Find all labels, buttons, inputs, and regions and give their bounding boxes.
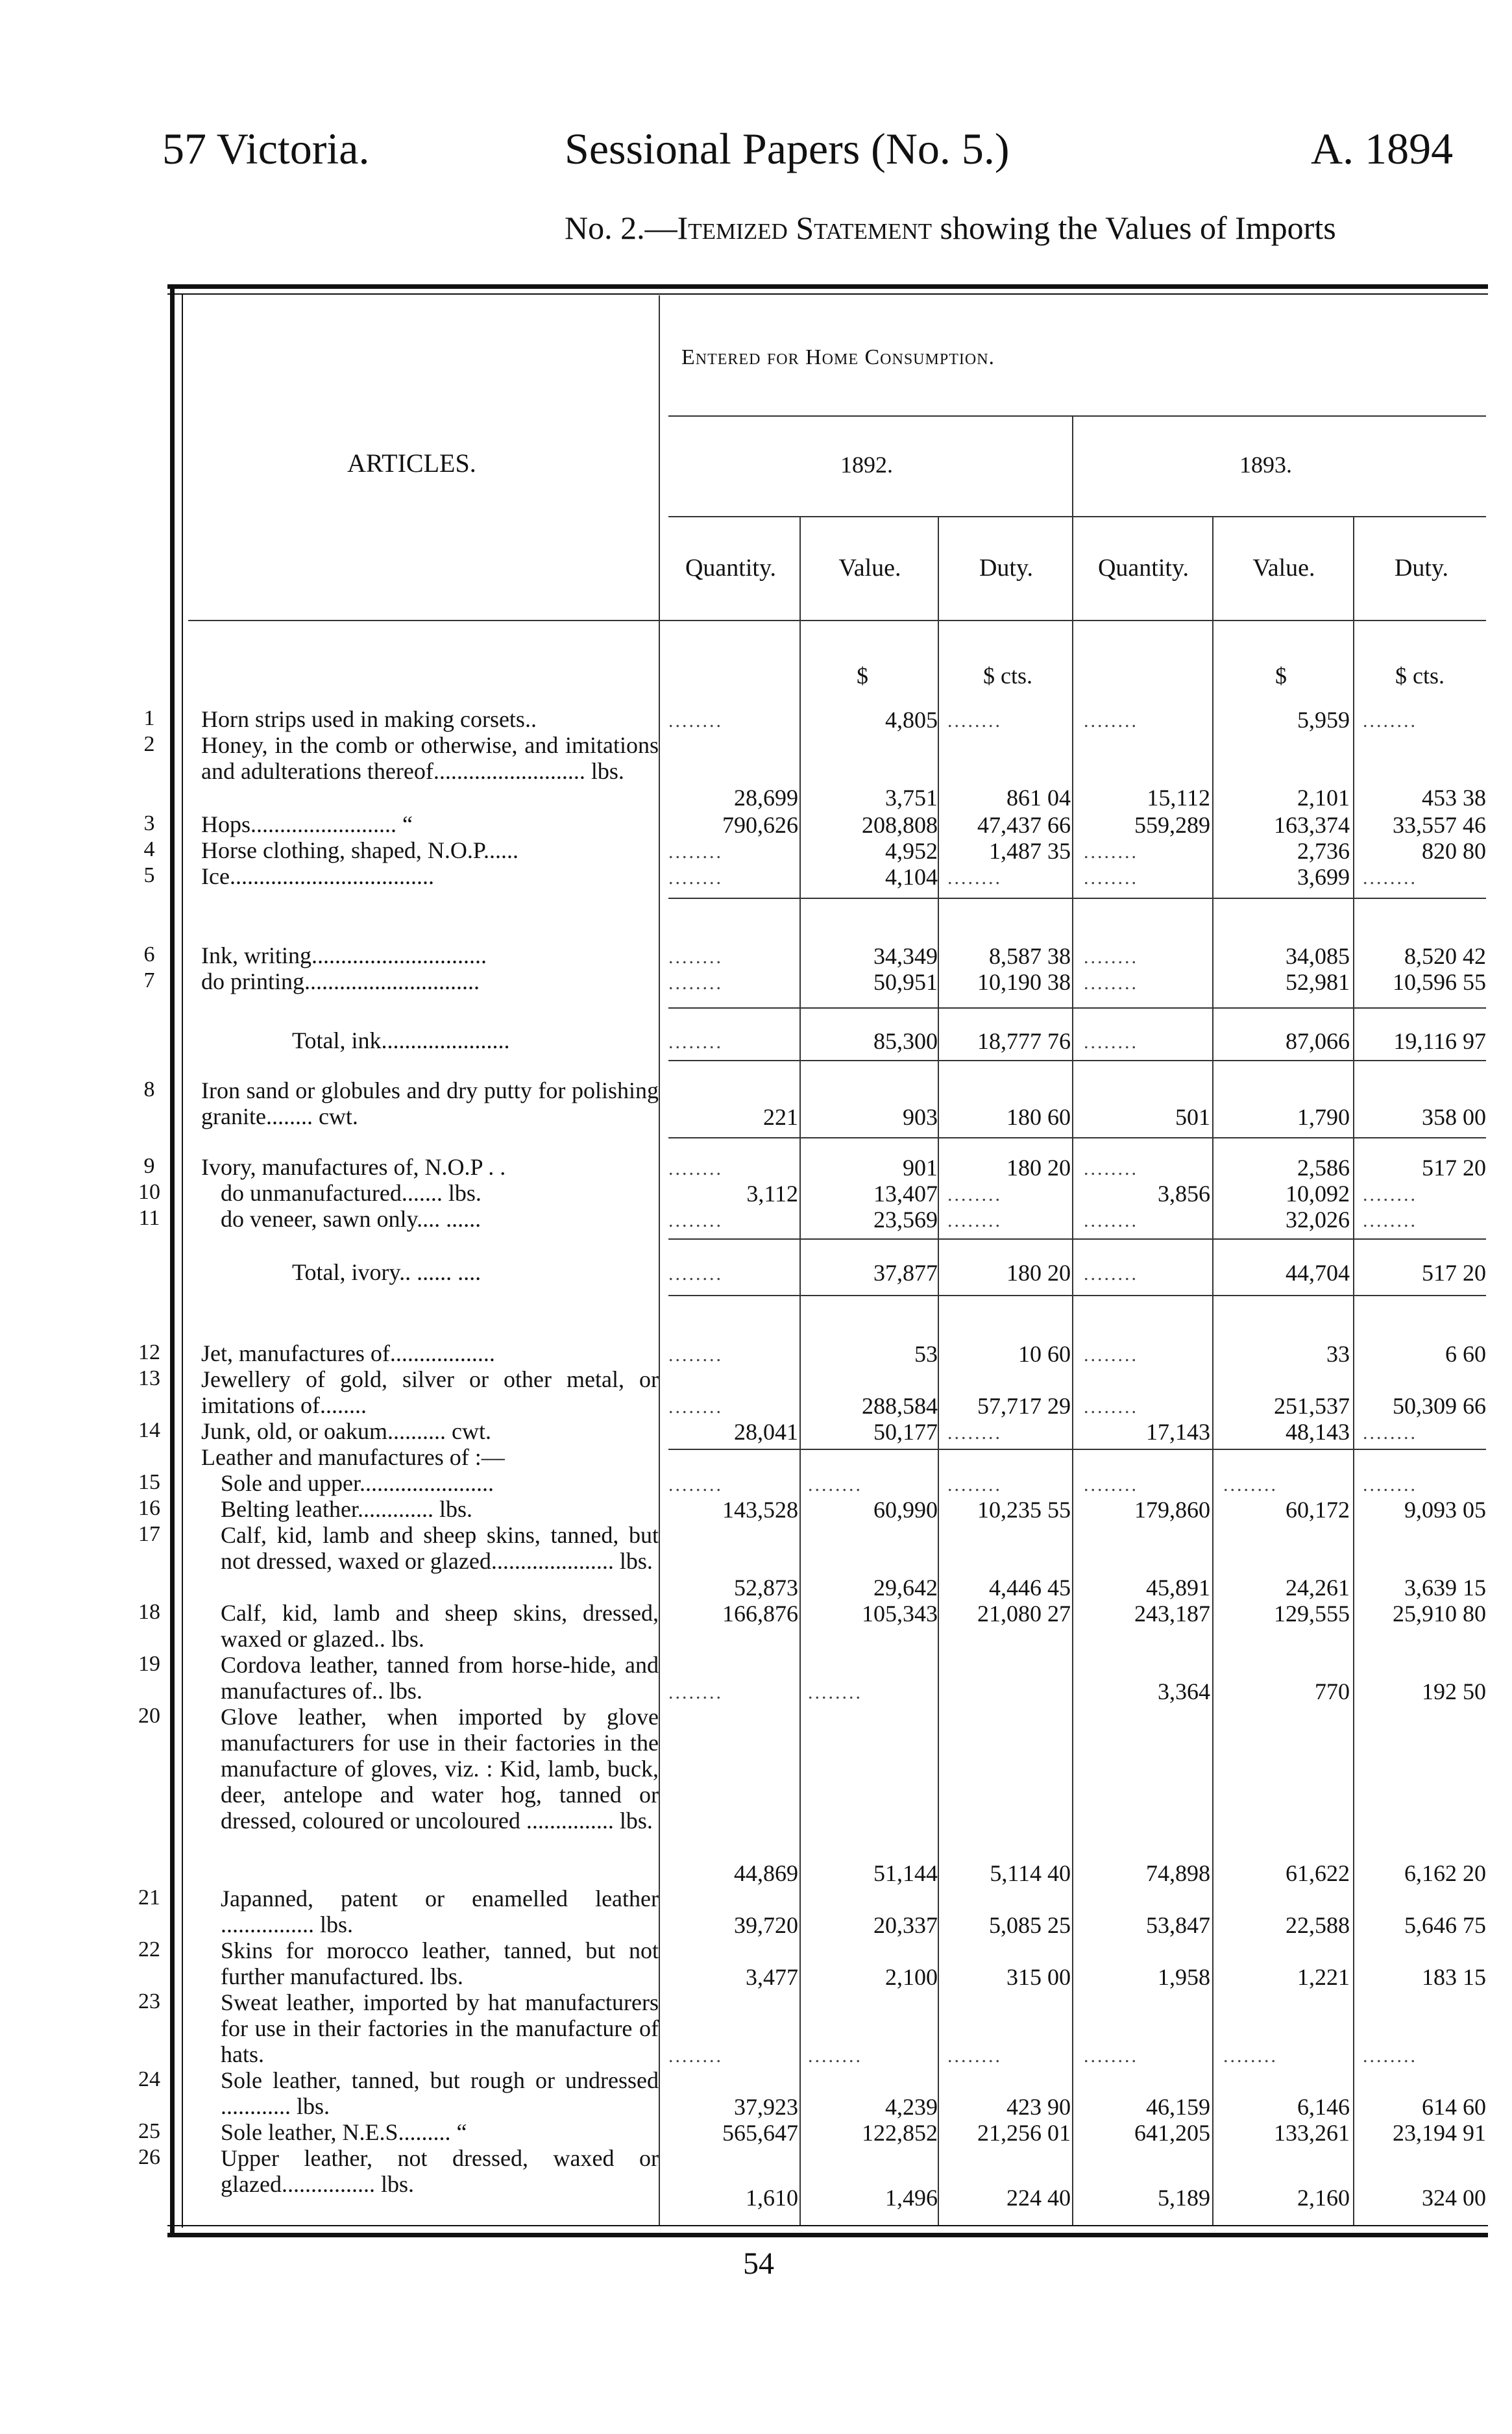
article-name: Jewellery of gold, silver or other metal, or imitations of........ [201, 1366, 659, 1418]
leader-dots: ........ [1363, 710, 1417, 731]
subtotal-rule [668, 1007, 1486, 1009]
quantity-1892: 28,041 [734, 1419, 798, 1445]
duty-1892: 1,487 35 [989, 838, 1071, 864]
duty-1892: 10,190 38 [977, 969, 1071, 995]
value-1892: 4,104 [885, 864, 938, 890]
leader-dots: ........ [668, 1396, 723, 1418]
quantity-1892: 28,699 [734, 785, 798, 811]
quantity-1892: 52,873 [734, 1575, 798, 1601]
article-name: Calf, kid, lamb and sheep skins, tanned, but not dressed, waxed or glazed..................... lbs. [221, 1522, 659, 1574]
value-1892: 50,951 [873, 969, 938, 995]
value-1892: 20,337 [873, 1912, 938, 1938]
quantity-1893: 5,189 [1158, 2185, 1210, 2211]
row-number: 20 [138, 1704, 160, 1728]
leader-dots: ........ [1084, 946, 1138, 968]
duty-1892: 18,777 76 [977, 1028, 1071, 1054]
leader-dots: ........ [1084, 1031, 1138, 1053]
duty-1893: 517 20 [1422, 1260, 1486, 1286]
leader-dots: ........ [668, 1210, 723, 1231]
duty-1893: 5,646 75 [1404, 1912, 1486, 1938]
article-name: Iron sand or globules and dry putty for polishing granite........ cwt. [201, 1077, 659, 1129]
leader-dots: ........ [668, 1344, 723, 1366]
table-frame-left-inner [182, 293, 183, 2228]
header-rule [668, 415, 1486, 417]
value-1892: 901 [903, 1155, 938, 1181]
article-name: Skins for morocco leather, tanned, but not further manufactured. lbs. [221, 1937, 659, 1989]
leader-dots: ........ [947, 867, 1002, 889]
value-1892: 85,300 [873, 1028, 938, 1054]
duty-1892: 4,446 45 [989, 1575, 1071, 1601]
leader-dots: ........ [1084, 972, 1138, 994]
article-name: Junk, old, or oakum.......... cwt. [201, 1418, 491, 1444]
duty-1893: 10,596 55 [1393, 969, 1486, 995]
row-number: 2 [143, 732, 155, 756]
table-frame-bottom-inner [167, 2225, 1488, 2226]
leader-dots: ........ [1084, 1210, 1138, 1231]
row-number: 11 [138, 1206, 160, 1230]
leader-dots: ........ [668, 1263, 723, 1285]
leader-dots: ........ [947, 1422, 1002, 1444]
quantity-1892: 37,923 [734, 2094, 798, 2120]
value-1892: 208,808 [862, 812, 938, 838]
quantity-1893: 74,898 [1146, 1860, 1210, 1886]
table-frame-left [170, 284, 175, 2237]
quantity-1893: 46,159 [1146, 2094, 1210, 2120]
col-duty-1893: Duty. [1394, 554, 1449, 582]
value-1892: 1,496 [885, 2185, 938, 2211]
leader-dots: ........ [668, 1031, 723, 1053]
quantity-1893: 179,860 [1134, 1497, 1210, 1523]
subtitle-caps: Itemized Statement [677, 210, 933, 246]
leader-dots: ........ [668, 1158, 723, 1179]
value-1893: 2,736 [1297, 838, 1350, 864]
subtitle-rest: showing the Values of Imports [932, 210, 1336, 246]
article-name: Cordova leather, tanned from horse-hide, and manufactures of.. lbs. [221, 1652, 659, 1704]
value-1893: 129,555 [1274, 1601, 1350, 1627]
article-name: Honey, in the comb or otherwise, and imitations and adulterations thereof.......................... lbs. [201, 732, 659, 784]
value-1893: 251,537 [1274, 1393, 1350, 1419]
duty-1893: 183 15 [1422, 1964, 1486, 1990]
value-1893: 3,699 [1297, 864, 1350, 890]
value-1892: 37,877 [873, 1260, 938, 1286]
leader-dots: ........ [668, 946, 723, 968]
duty-1893: 6 60 [1445, 1341, 1486, 1367]
quantity-1893: 45,891 [1146, 1575, 1210, 1601]
value-1893: 87,066 [1286, 1028, 1350, 1054]
article-name: Calf, kid, lamb and sheep skins, dressed, waxed or glazed.. lbs. [221, 1600, 659, 1652]
value-1893: 44,704 [1286, 1260, 1350, 1286]
leader-dots: ........ [808, 2045, 862, 2067]
row-number: 21 [138, 1886, 160, 1910]
article-name: Sole and upper....................... [221, 1470, 494, 1496]
article-name: Sweat leather, imported by hat manufacturers for use in their factories in the manufacture of hats. [221, 1989, 659, 2067]
column-rule [1212, 516, 1213, 2225]
col-value-1892: Value. [838, 554, 901, 582]
quantity-1893: 3,856 [1158, 1181, 1210, 1207]
value-1893: 61,622 [1286, 1860, 1350, 1886]
row-number: 8 [143, 1077, 155, 1101]
value-1893: 2,160 [1297, 2185, 1350, 2211]
article-name: Ink, writing.............................. [201, 942, 487, 968]
leader-dots: ........ [668, 972, 723, 994]
header-left: 57 Victoria. [162, 124, 370, 173]
duty-1892: 47,437 66 [977, 812, 1071, 838]
quantity-1893: 1,958 [1158, 1964, 1210, 1990]
value-1893: 10,092 [1286, 1181, 1350, 1207]
header-rule [188, 620, 1486, 621]
leader-dots: ........ [1084, 1396, 1138, 1418]
leader-dots: ........ [947, 1210, 1002, 1231]
value-1892: 51,144 [873, 1860, 938, 1886]
value-1893: 6,146 [1297, 2094, 1350, 2120]
header-right: A. 1894 [1311, 124, 1454, 173]
value-1892: 4,239 [885, 2094, 938, 2120]
leader-dots: ........ [1084, 1263, 1138, 1285]
duty-1893: 19,116 97 [1393, 1028, 1486, 1054]
article-name: Japanned, patent or enamelled leather ................ lbs. [221, 1886, 659, 1937]
duty-1893: 8,520 42 [1404, 943, 1486, 969]
row-number: 6 [143, 942, 155, 966]
leader-dots: ........ [668, 1682, 723, 1703]
unit-value-1893: $ [1275, 663, 1287, 689]
unit-duty-1893: $ cts. [1395, 663, 1445, 689]
value-1893: 60,172 [1286, 1497, 1350, 1523]
entered-caption: Entered for Home Consumption. [681, 345, 995, 369]
leader-dots: ........ [1084, 2045, 1138, 2067]
value-1892: 4,952 [885, 838, 938, 864]
leader-dots: ........ [1084, 1474, 1138, 1495]
value-1892: 105,343 [862, 1601, 938, 1627]
duty-1892: 5,114 40 [990, 1860, 1071, 1886]
quantity-1892: 44,869 [734, 1860, 798, 1886]
value-1893: 1,790 [1297, 1104, 1350, 1130]
leader-dots: ........ [808, 1682, 862, 1703]
quantity-1893: 501 [1175, 1104, 1210, 1130]
leader-dots: ........ [947, 1184, 1002, 1205]
column-rule [1353, 516, 1354, 2225]
leader-dots: ........ [1223, 2045, 1278, 2067]
col-value-1893: Value. [1252, 554, 1315, 582]
leader-dots: ........ [668, 841, 723, 863]
page-number: 54 [743, 2246, 774, 2281]
article-name: Ivory, manufactures of, N.O.P . . [201, 1154, 506, 1180]
duty-1892: 21,080 27 [977, 1601, 1071, 1627]
section-rule [668, 1449, 1486, 1450]
duty-1893: 3,639 15 [1404, 1575, 1486, 1601]
article-name: Sole leather, N.E.S......... “ [221, 2119, 467, 2145]
article-name: do unmanufactured....... lbs. [221, 1180, 482, 1206]
article-name: do printing.............................. [201, 968, 480, 994]
quantity-1893: 641,205 [1134, 2120, 1210, 2146]
quantity-1893: 15,112 [1147, 785, 1210, 811]
leader-dots: ........ [1084, 1344, 1138, 1366]
leader-dots: ........ [947, 1474, 1002, 1495]
col-duty-1892: Duty. [979, 554, 1034, 582]
leader-dots: ........ [947, 2045, 1002, 2067]
col-quantity-1893: Quantity. [1097, 554, 1189, 582]
quantity-1892: 166,876 [722, 1601, 798, 1627]
article-name: Glove leather, when imported by glove manufacturers for use in their factories in the manufacture of gloves, viz. : Kid, lamb, buck, deer, antelope and water hog, tanned or dressed, coloured or uncoloured ............... lbs. [221, 1704, 659, 1834]
duty-1892: 315 00 [1006, 1964, 1071, 1990]
duty-1892: 8,587 38 [989, 943, 1071, 969]
duty-1893: 453 38 [1422, 785, 1486, 811]
value-1892: 34,349 [873, 943, 938, 969]
row-number: 15 [138, 1470, 160, 1494]
subtotal-rule [668, 1238, 1486, 1240]
row-number: 18 [138, 1600, 160, 1624]
value-1893: 1,221 [1297, 1964, 1350, 1990]
duty-1893: 192 50 [1422, 1678, 1486, 1704]
quantity-1892: 1,610 [746, 2185, 798, 2211]
value-1893: 770 [1315, 1678, 1350, 1704]
unit-duty-1892: $ cts. [983, 663, 1032, 689]
column-rule [1072, 415, 1073, 2225]
unit-value-1892: $ [857, 663, 868, 689]
article-name: Horn strips used in making corsets.. [201, 706, 537, 732]
subtitle [565, 209, 1336, 247]
value-1892: 60,990 [873, 1497, 938, 1523]
leader-dots: ........ [1084, 710, 1138, 731]
duty-1893: 820 80 [1422, 838, 1486, 864]
table-frame-bottom [167, 2233, 1488, 2237]
table-frame-top-inner [167, 293, 1488, 295]
row-number: 4 [143, 837, 155, 861]
value-1892: 3,751 [885, 785, 938, 811]
value-1893: 52,981 [1286, 969, 1350, 995]
duty-1892: 180 20 [1006, 1155, 1071, 1181]
article-name: Hops......................... “ [201, 811, 413, 837]
row-number: 1 [143, 706, 155, 730]
leader-dots: ........ [1363, 2045, 1417, 2067]
duty-1893: 23,194 91 [1393, 2120, 1486, 2146]
row-number: 16 [138, 1496, 160, 1520]
value-1892: 50,177 [873, 1419, 938, 1445]
value-1893: 33 [1326, 1341, 1350, 1367]
value-1893: 133,261 [1274, 2120, 1350, 2146]
duty-1893: 25,910 80 [1393, 1601, 1486, 1627]
value-1893: 5,959 [1297, 707, 1350, 733]
value-1893: 163,374 [1274, 812, 1350, 838]
article-heading: Leather and manufactures of :— [201, 1444, 505, 1470]
duty-1892: 180 20 [1006, 1260, 1071, 1286]
value-1892: 288,584 [862, 1393, 938, 1419]
articles-heading: ARTICLES. [347, 449, 476, 478]
row-number: 19 [138, 1652, 160, 1676]
duty-1892: 180 60 [1006, 1104, 1071, 1130]
leader-dots: ........ [1363, 1474, 1417, 1495]
row-number: 22 [138, 1937, 160, 1961]
duty-1892: 10 60 [1018, 1341, 1071, 1367]
leader-dots: ........ [668, 1474, 723, 1495]
article-total: Total, ivory.. ...... .... [292, 1259, 482, 1285]
article-name: Horse clothing, shaped, N.O.P...... [201, 837, 518, 863]
value-1893: 48,143 [1286, 1419, 1350, 1445]
year-1893: 1893. [1239, 452, 1292, 478]
quantity-1892: 143,528 [722, 1497, 798, 1523]
article-name: Ice................................... [201, 863, 434, 889]
leader-dots: ........ [1363, 1422, 1417, 1444]
value-1892: 23,569 [873, 1207, 938, 1233]
row-number: 13 [138, 1366, 160, 1390]
section-rule [668, 1137, 1486, 1138]
value-1893: 32,026 [1286, 1207, 1350, 1233]
leader-dots: ........ [668, 2045, 723, 2067]
row-number: 10 [138, 1180, 160, 1204]
value-1892: 13,407 [873, 1181, 938, 1207]
duty-1893: 324 00 [1422, 2185, 1486, 2211]
leader-dots: ........ [1084, 1158, 1138, 1179]
section-rule [668, 898, 1486, 899]
row-number: 7 [143, 968, 155, 992]
value-1893: 24,261 [1286, 1575, 1350, 1601]
duty-1892: 861 04 [1006, 785, 1071, 811]
quantity-1892: 39,720 [734, 1912, 798, 1938]
leader-dots: ........ [1223, 1474, 1278, 1495]
duty-1893: 33,557 46 [1393, 812, 1486, 838]
column-rule [799, 516, 801, 2225]
value-1893: 22,588 [1286, 1912, 1350, 1938]
duty-1892: 10,235 55 [977, 1497, 1071, 1523]
quantity-1892: 790,626 [722, 812, 798, 838]
leader-dots: ........ [668, 710, 723, 731]
quantity-1893: 243,187 [1134, 1601, 1210, 1627]
row-number: 3 [143, 811, 155, 835]
value-1892: 903 [903, 1104, 938, 1130]
row-number: 26 [138, 2145, 160, 2169]
article-total: Total, ink...................... [292, 1027, 510, 1053]
row-number: 14 [138, 1418, 160, 1442]
duty-1893: 6,162 20 [1404, 1860, 1486, 1886]
value-1892: 4,805 [885, 707, 938, 733]
row-number: 25 [138, 2119, 160, 2143]
leader-dots: ........ [1363, 1184, 1417, 1205]
leader-dots: ........ [1084, 867, 1138, 889]
quantity-1892: 3,477 [746, 1964, 798, 1990]
table-frame-top [167, 284, 1488, 289]
value-1892: 29,642 [873, 1575, 938, 1601]
col-quantity-1892: Quantity. [685, 554, 776, 582]
row-number: 23 [138, 1989, 160, 2013]
value-1892: 53 [914, 1341, 938, 1367]
section-rule [668, 1295, 1486, 1296]
value-1893: 2,586 [1297, 1155, 1350, 1181]
duty-1893: 50,309 66 [1393, 1393, 1486, 1419]
value-1893: 2,101 [1297, 785, 1350, 811]
duty-1892: 5,085 25 [989, 1912, 1071, 1938]
quantity-1892: 3,112 [746, 1181, 798, 1207]
duty-1892: 21,256 01 [977, 2120, 1071, 2146]
quantity-1893: 559,289 [1134, 812, 1210, 838]
duty-1892: 57,717 29 [977, 1393, 1071, 1419]
leader-dots: ........ [1363, 1210, 1417, 1231]
article-name: Belting leather............. lbs. [221, 1496, 472, 1522]
duty-1892: 224 40 [1006, 2185, 1071, 2211]
leader-dots: ........ [1084, 841, 1138, 863]
value-1893: 34,085 [1286, 943, 1350, 969]
leader-dots: ........ [1363, 867, 1417, 889]
subtitle-number: No. 2.— [565, 210, 677, 246]
row-number: 5 [143, 863, 155, 887]
value-1892: 2,100 [885, 1964, 938, 1990]
article-name: Upper leather, not dressed, waxed or glazed................ lbs. [221, 2145, 659, 2197]
leader-dots: ........ [947, 710, 1002, 731]
column-rule [659, 295, 660, 2225]
header-rule [668, 516, 1486, 517]
leader-dots: ........ [808, 1474, 862, 1495]
duty-1893: 9,093 05 [1404, 1497, 1486, 1523]
quantity-1892: 221 [763, 1104, 798, 1130]
article-name: Jet, manufactures of.................. [201, 1340, 495, 1366]
column-rule [938, 516, 939, 2225]
article-name: Sole leather, tanned, but rough or undressed ............ lbs. [221, 2067, 659, 2119]
value-1892: 122,852 [862, 2120, 938, 2146]
row-number: 17 [138, 1522, 160, 1546]
row-number: 9 [143, 1154, 155, 1178]
quantity-1893: 53,847 [1146, 1912, 1210, 1938]
article-name: do veneer, sawn only.... ...... [221, 1206, 482, 1232]
quantity-1893: 3,364 [1158, 1678, 1210, 1704]
row-number: 12 [138, 1340, 160, 1364]
leader-dots: ........ [668, 867, 723, 889]
quantity-1893: 17,143 [1146, 1419, 1210, 1445]
year-1892: 1892. [840, 452, 893, 478]
header-center: Sessional Papers (No. 5.) [565, 124, 1010, 173]
section-rule [668, 1060, 1486, 1061]
duty-1892: 423 90 [1006, 2094, 1071, 2120]
quantity-1892: 565,647 [722, 2120, 798, 2146]
row-number: 24 [138, 2067, 160, 2091]
duty-1893: 517 20 [1422, 1155, 1486, 1181]
duty-1893: 614 60 [1422, 2094, 1486, 2120]
duty-1893: 358 00 [1422, 1104, 1486, 1130]
